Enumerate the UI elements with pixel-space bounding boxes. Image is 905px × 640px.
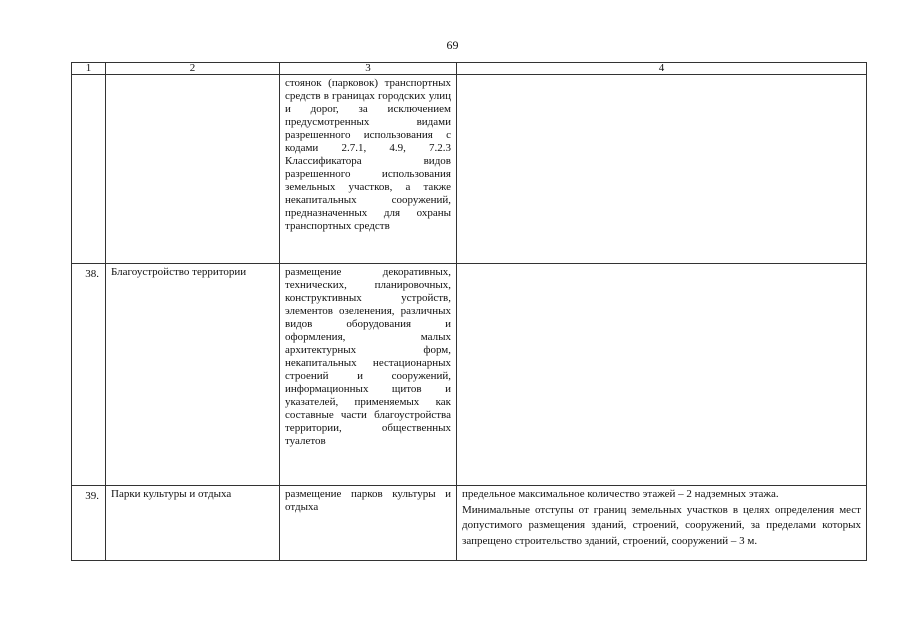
column-header: 1 — [72, 63, 106, 75]
use-type-parameters — [457, 264, 867, 486]
row-number — [72, 75, 106, 264]
table-row — [72, 486, 867, 561]
use-type-description: стоянок (парковок) транспортных средств в границах городских улиц и дорог, за исключением предусмотренных видами разрешенного использования с кодами 2.7.1, 4.9, 7.2.3 Классификатора видов разрешенного использования земельных участков, а также некапитальных сооружений, предназначенных для охраны транспортных средств — [280, 75, 457, 264]
row-number: 39. — [72, 486, 106, 561]
page-number: 69 — [446, 38, 459, 52]
table-row — [72, 264, 867, 486]
use-type-parameters — [457, 75, 867, 264]
use-type-parameters — [457, 486, 867, 561]
table-row — [72, 75, 867, 264]
table-header-row — [72, 63, 867, 75]
use-type-name — [106, 75, 280, 264]
use-type-name: Парки культуры и отдыха — [106, 486, 280, 561]
column-header: 3 — [280, 63, 457, 75]
zoning-table — [71, 62, 867, 561]
row-number: 38. — [72, 264, 106, 486]
setback-text: Минимальные отступы от границ земельных участков в целях определения мест допустимого размещения зданий, строений, сооружений, за пределами которых запрещено строительство зданий, строений, сооружений – 3 м. — [462, 503, 861, 547]
use-type-description: размещение парков культуры и отдыха — [280, 486, 457, 561]
column-header: 4 — [457, 63, 867, 75]
use-type-description: размещение декоративных, технических, планировочных, конструктивных устройств, элементов озеленения, различных видов оборудования и оформления, малых архитектурных форм, некапитальных нестационарных строений и сооружений, информационных щитов и указателей, применяемых как составные части благоустройства территории, общественных туалетов — [280, 264, 457, 486]
column-header: 2 — [106, 63, 280, 75]
max-floors-text: предельное максимальное количество этажей – 2 надземных этажа. — [462, 488, 779, 500]
use-type-name: Благоустройство территории — [106, 264, 280, 486]
